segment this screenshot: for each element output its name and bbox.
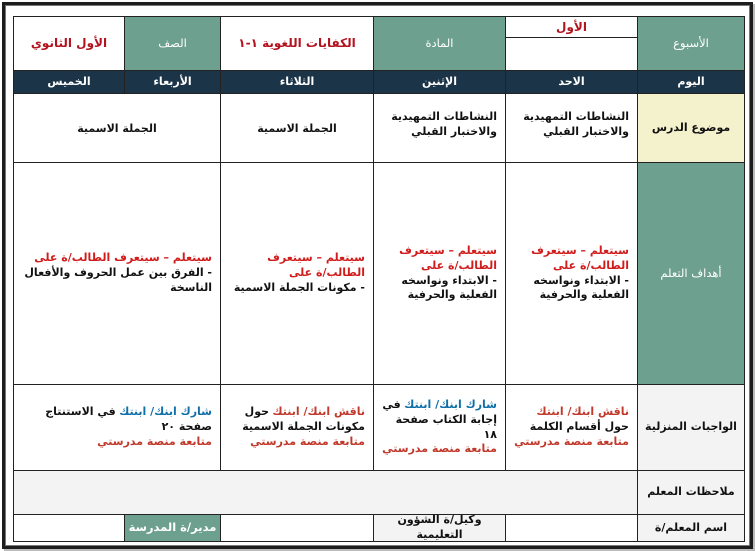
week-label-cell (637, 16, 745, 71)
day-thursday: الخميس (13, 70, 125, 94)
homework-label-cell (637, 384, 745, 471)
week-label: الأسبوع (673, 35, 709, 50)
day-wednesday: الأربعاء (124, 70, 221, 94)
principal-field[interactable] (13, 514, 125, 542)
day-label-cell (637, 70, 745, 94)
homework-wed-thu: شارك ابنك/ ابنتك في الاستنتاج صفحة ٢٠ متابعة منصة مدرستي (13, 384, 221, 471)
notes-label-cell (637, 470, 745, 515)
teacher-name-label: اسم المعلم/ة (654, 520, 728, 534)
topic-sunday: النشاطات التمهيدية والاختبار القبلي (505, 93, 638, 163)
notes-label: ملاحظات المعلم (647, 485, 735, 499)
homework-tuesday: ناقش ابنك/ ابنتك حول مكونات الجملة الاسمية متابعة منصة مدرستي (220, 384, 374, 471)
subject-label: المادة (425, 35, 454, 50)
day-sunday: الاحد (505, 70, 638, 94)
topic-label: موضوع الدرس (651, 120, 731, 134)
deputy-field[interactable] (220, 514, 374, 542)
deputy-label: وكيل/ة الشؤون التعليمية (397, 514, 482, 541)
homework-monday: شارك ابنك/ ابنتك في إجابة الكتاب صفحة ١٨ متابعة منصة مدرستي (373, 384, 506, 471)
topic-monday: النشاطات التمهيدية والاختبار القبلي (373, 93, 506, 163)
day-tuesday: الثلاثاء (220, 70, 374, 94)
principal-label: مدير/ة المدرسة (128, 520, 217, 535)
subject-label-cell (373, 16, 506, 71)
subject-value-cell (220, 16, 374, 71)
homework-sunday: ناقش ابنك/ ابنتك حول أقسام الكلمة متابعة منصة مدرستي (505, 384, 638, 471)
grade-label: الصف (158, 35, 187, 50)
principal-label-cell (124, 514, 221, 542)
goals-monday: سيتعلم – سيتعرف الطالب/ة على - الابتداء ونواسخه الفعلية والحرفية (373, 162, 506, 385)
goals-wed-thu: سيتعلم – سيتعرف الطالب/ة على - الفرق بين عمل الحروف والأفعال الناسخة (13, 162, 221, 385)
week-value-cell (505, 16, 638, 71)
day-monday: الإثنين (373, 70, 506, 94)
grade-value: الأول الثانوي (30, 36, 108, 51)
grade-value-cell (13, 16, 125, 71)
goals-label: أهداف التعلم (660, 265, 722, 280)
goals-tuesday: سيتعلم – سيتعرف الطالب/ة على - مكونات الجملة الاسمية (220, 162, 374, 385)
notes-area[interactable] (13, 470, 638, 515)
topic-tuesday: الجملة الاسمية (220, 93, 374, 163)
deputy-label-cell (373, 514, 506, 542)
teacher-name-field[interactable] (505, 514, 638, 542)
week-value: الأول (556, 19, 587, 34)
topic-wed-thu: الجملة الاسمية (13, 93, 221, 163)
topic-label-cell (637, 93, 745, 163)
homework-label: الواجبات المنزلية (645, 420, 737, 434)
lesson-plan-sheet (2, 2, 753, 549)
subject-value: الكفايات اللغوية ١-١ (238, 36, 356, 51)
teacher-name-label-cell (637, 514, 745, 542)
goals-label-cell (637, 162, 745, 385)
grade-label-cell (124, 16, 221, 71)
day-label: اليوم (677, 74, 705, 88)
goals-sunday: سيتعلم – سيتعرف الطالب/ة على - الابتداء ونواسخه الفعلية والحرفية (505, 162, 638, 385)
